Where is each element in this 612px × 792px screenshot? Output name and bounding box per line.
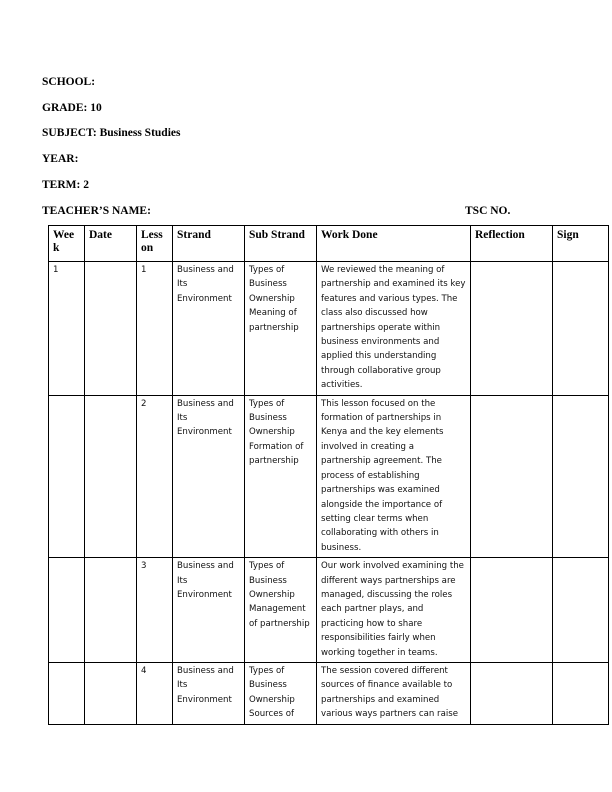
column-header-week: Week [49,226,85,262]
column-header-sub-strand: Sub Strand [245,226,317,262]
column-header-lesson: Lesson [137,226,173,262]
lesson-record-table [48,225,609,725]
column-header-strand: Strand [173,226,245,262]
sub-strand-cell: Types of Business Ownership Meaning of partnership [245,262,317,396]
date-cell [85,395,137,557]
date-cell [85,662,137,724]
sign-cell [553,662,609,724]
table-row [49,662,609,724]
reflection-cell [471,395,553,557]
column-header-reflection: Reflection [471,226,553,262]
table-header-row [49,226,609,262]
date-cell [85,262,137,396]
sign-cell [553,558,609,663]
sub-strand-cell: Types of Business Ownership Management of partnership [245,558,317,663]
work-done-cell: Our work involved examining the different ways partnerships are managed, discussing the roles each partner plays, and practicing how to share responsibilities fairly when working together in teams. [317,558,471,663]
table-row [49,262,609,396]
sub-strand-cell: Types of Business Ownership Formation of partnership [245,395,317,557]
table-row [49,395,609,557]
year-label: YEAR: [42,153,79,165]
lesson-cell: 3 [137,558,173,663]
column-header-work-done: Work Done [317,226,471,262]
lesson-cell: 1 [137,262,173,396]
subject-label: SUBJECT: Business Studies [42,127,181,139]
sign-cell [553,395,609,557]
sign-cell [553,262,609,396]
work-done-cell: We reviewed the meaning of partnership and examined its key features and various types. The class also discussed how partnerships operate within business environments and applied this understanding through collaborative group activities. [317,262,471,396]
week-cell [49,558,85,663]
lesson-cell: 2 [137,395,173,557]
reflection-cell [471,262,553,396]
sub-strand-cell: Types of Business Ownership Sources of [245,662,317,724]
column-header-date: Date [85,226,137,262]
column-header-sign: Sign [553,226,609,262]
strand-cell: Business and Its Environment [173,558,245,663]
reflection-cell [471,662,553,724]
school-label: SCHOOL: [42,76,96,88]
reflection-cell [471,558,553,663]
work-done-cell: This lesson focused on the formation of partnerships in Kenya and the key elements involved in creating a partnership agreement. The process of establishing partnerships was examined alongside the importance of setting clear terms when collaborating with others in business. [317,395,471,557]
term-label: TERM: 2 [42,179,89,191]
grade-label: GRADE: 10 [42,102,102,114]
lesson-cell: 4 [137,662,173,724]
week-cell [49,662,85,724]
strand-cell: Business and Its Environment [173,262,245,396]
table-row [49,558,609,663]
week-cell [49,395,85,557]
work-done-cell: The session covered different sources of finance available to partnerships and examined various ways partners can raise [317,662,471,724]
week-cell: 1 [49,262,85,396]
date-cell [85,558,137,663]
strand-cell: Business and Its Environment [173,662,245,724]
teacher-name-label: TEACHER’S NAME: [42,205,151,217]
strand-cell: Business and Its Environment [173,395,245,557]
tsc-number-label: TSC NO. [465,205,511,217]
